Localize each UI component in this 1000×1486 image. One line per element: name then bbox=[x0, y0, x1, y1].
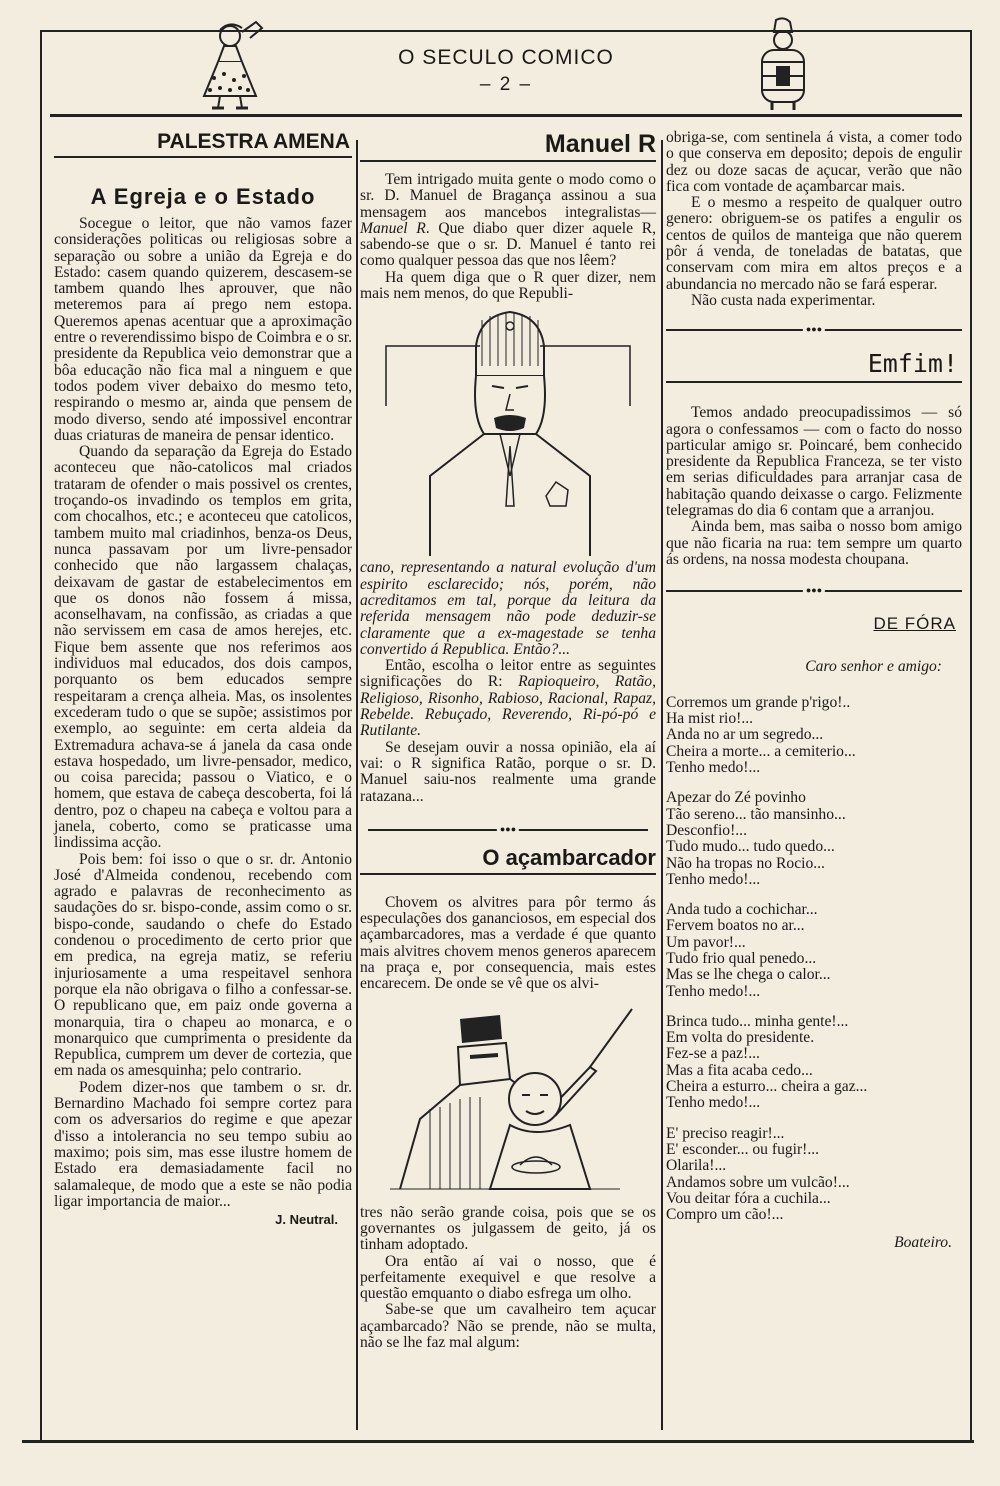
title-underline bbox=[360, 873, 656, 875]
poem-line: Tudo mudo... tudo quedo... bbox=[666, 838, 835, 856]
poem-line: Tudo frio qual penedo... bbox=[666, 949, 817, 967]
page-number: – 2 – bbox=[479, 74, 533, 95]
poem-line: Tão sereno... tão mansinho... bbox=[666, 805, 846, 823]
poem-line: E' preciso reagir!... bbox=[666, 1124, 785, 1142]
ornamental-rule: ●●● bbox=[666, 586, 962, 596]
poem-line: Olarila!... bbox=[666, 1157, 727, 1175]
poem-line: Tenho medo!... bbox=[666, 759, 761, 777]
article-paragraph: E o mesmo a respeito de qualquer outro genero: obriguem-se os patifes a engulir os centos de quilos de manteiga que não querem pôr á venda, de toneladas de batatas, que conservam com mira em altos preços e a abundancia no mercado não se fará esperar. bbox=[666, 194, 962, 293]
column-rule-2 bbox=[661, 140, 663, 1430]
poem-line: Apezar do Zé povinho bbox=[666, 789, 806, 807]
poem-line: Anda no ar um segredo... bbox=[666, 726, 824, 744]
header-rule-right bbox=[830, 30, 972, 32]
poem-line: Corremos um grande p'rigo!.. bbox=[666, 693, 851, 711]
article-paragraph: Sabe-se que um cavalheiro tem açucar açambarcado? Não se prende, não se multa, não se lhe faz mal algum: bbox=[360, 1301, 656, 1351]
header-rule-center bbox=[290, 30, 720, 32]
article-paragraph: tres não serão grande coisa, pois que se os governantes os julgassem de geito, já os tinham adoptado. bbox=[360, 1203, 656, 1254]
poem-line: Cheira a esturro... cheira a gaz... bbox=[666, 1078, 868, 1096]
section-title-palestra: PALESTRA AMENA bbox=[157, 130, 350, 153]
header-bottom-rule bbox=[50, 114, 962, 117]
poem-line: Desconfio!... bbox=[666, 821, 747, 839]
poem-line: Anda tudo a cochichar... bbox=[666, 901, 818, 919]
emphasis-text: Rapioqueiro, Ratão, Religioso, Risonho, Rabioso, Racional, Rapaz, Rebelde. Rebuçado, Reverendo, Ri-pó-pó e Rutilante. bbox=[360, 673, 656, 740]
poem-line: Um pavor!... bbox=[666, 933, 746, 951]
poem-line: Tenho medo!... bbox=[666, 870, 761, 888]
poem-line: Vou deitar fóra a cuchila... bbox=[666, 1189, 831, 1207]
poem-stanza bbox=[666, 902, 962, 1000]
article-paragraph: Pois bem: foi isso o que o sr. dr. Antonio José d'Almeida condenou, recebendo com agrado e palavras de reconhecimento as saudações do sr. bispo-conde, assim como o sr. bispo-conde, saudando o chefe do Estado condenou o procedimento de certo prior que em predica, na egreja matiz, se referiu injuriosamente a uma respeitavel senhora porque ela não obrigava o filho a confessar-se. O republicano que, em paiz onde governa a monarquia, tira o chapeu ao monarca, e o monarquico que cumprimenta o presidente da Republica, cumprem um dever de cortezia, que em nada os amesquinha; pelo contrario. bbox=[54, 850, 352, 1080]
article-paragraph: Quando da separação da Egreja do Estado aconteceu que não-catolicos mal criados trataram de ofender o mais possivel os crentes, troçando-os invadindo os templos em grita, com chocalhos, etc.; e aconteceu que catolicos, tambem muito mal criadinhos, benza-os Deus, nunca passavam por um livre-pensador conhecido que não largassem chalaças, deixavam de gastar de estabelecimentos em que os donos não fossem á missa, aconselhavam, na confissão, as criadas a que não servissem em casa de amos herejes, etc. Fique bem assente que nos referimos aos individuos mal educados, dos dois campos, porquanto os bem educados sempre respeitaram a crença alheia. Mas, os insolentes excederam tudo o que se supõe; assistimos por exemplo, ao seguinte: em certa aldeia da Extremadura achava-se á janela da casa onde estava hospedado, um livre-pensador, medico, ou coisa parecida; passou o Viatico, e o homem, que estava de cabeça descoberta, foi lá dentro, poz o chapeu na cabeça e voltou para a janela, coberto, como se praticasse uma lindissima acção. bbox=[54, 443, 352, 852]
poem-line: Mas a fita acaba cedo... bbox=[666, 1061, 813, 1079]
article-paragraph bbox=[360, 172, 656, 270]
poem-line: Ha mist rio!... bbox=[666, 710, 754, 728]
article-paragraph: Ainda bem, mas saiba o nosso bom amigo que não ficaria na rua: tem sempre um quarto ás ordens, na nossa modesta choupana. bbox=[666, 518, 962, 568]
hoarder-cartoon-illustration bbox=[360, 999, 656, 1199]
article-paragraph: Temos andado preocupadissimos — só agora o confessamos — com o facto do nosso particular amigo sr. Poincaré, bem conhecido presidente da Republica Franceza, se ter visto em serias dificuldades para arranjar casa de habitação quando deixasse o cargo. Felizmente telegramas do dia 6 contam que a arranjou. bbox=[666, 404, 962, 520]
poem-line: Tenho medo!... bbox=[666, 1094, 761, 1112]
emphasis-text: Manuel R bbox=[360, 219, 426, 237]
page-bottom-rule bbox=[22, 1440, 974, 1443]
poem-stanza bbox=[666, 1126, 962, 1224]
poem-line: Não ha tropas no Rocio... bbox=[666, 854, 825, 872]
emphasis-text: cano, representando a natural evolução d'um espirito esclarecido; nós, porém, não acreditamos em tal, porque da leitura da referida mensagem não pode deduzir-se claramente que a ex-magestade se tenha convertido á Republica. Então?... bbox=[360, 559, 656, 658]
article-paragraph bbox=[360, 658, 656, 739]
article-paragraph: Ha quem diga que o R quer dizer, nem mais nem menos, do que Republi- bbox=[360, 268, 656, 303]
poem-line: E' esconder... ou fugir!... bbox=[666, 1140, 820, 1158]
article-paragraph: Ora então aí vai o nosso, que é perfeitamente exequivel e que resolve a questão emquanto o diabo esfrega um olho. bbox=[360, 1252, 656, 1303]
ornamental-rule: ●●● bbox=[368, 825, 648, 835]
letter-greeting: Caro senhor e amigo: bbox=[805, 657, 942, 675]
article-paragraph: Podem dizer-nos que tambem o sr. dr. Bernardino Machado foi sempre cortez para com os adversarios do regime e que apezar d'isso a intolerancia no seu tempo subiu ao maximo; pois sim, mas esse ilustre homem de Estado era demasiadamente facil no salamaleque, de modo que a este se não podia ligar importancia de maior... bbox=[54, 1078, 352, 1210]
article-paragraph: obriga-se, com sentinela á vista, a comer todo o que conserva em deposito; depois de engulir dez ou doze sacas de açucar, verão que não fica com vontade de açambarcar mais. bbox=[666, 129, 962, 195]
section-title-underline bbox=[54, 156, 352, 158]
header-rule-left bbox=[40, 30, 190, 32]
paragraph-text: Então, escolha o leitor entre as seguintes significações do R: bbox=[360, 657, 656, 691]
barrel-figure-illustration bbox=[748, 16, 818, 114]
masthead-title: O SECULO COMICO bbox=[398, 46, 614, 69]
poem-line: Cheira a morte... a cemiterio... bbox=[666, 742, 856, 760]
poem-line: Compro um cão!... bbox=[666, 1206, 784, 1224]
poem-line: Andamos sobre um vulcão!... bbox=[666, 1173, 850, 1191]
page-header bbox=[40, 30, 972, 118]
manuel-portrait-illustration bbox=[360, 306, 656, 556]
column-2 bbox=[360, 120, 656, 1351]
title-underline bbox=[360, 160, 656, 162]
poem-line: Tenho medo!... bbox=[666, 982, 761, 1000]
article-title-emfim: Emfim! bbox=[867, 349, 958, 379]
poem-line: Fez-se a paz!... bbox=[666, 1045, 760, 1063]
article-title-manuel-r: Manuel R bbox=[544, 130, 656, 158]
poem-line: Brinca tudo... minha gente!... bbox=[666, 1012, 849, 1030]
signature-boateiro: Boateiro. bbox=[894, 1234, 952, 1252]
article-paragraph: Se desejam ouvir a nossa opinião, ela aí vai: o R significa Ratão, porque o sr. D. Manuel saiu-nos realmente uma grande ratazana... bbox=[360, 738, 656, 805]
article-title-egreja: A Egreja e o Estado bbox=[90, 184, 316, 209]
article-paragraph: Socegue o leitor, que não vamos fazer considerações politicas ou religiosas sobre a separação ou sobre a união da Egreja e do Estado: casem quando quizerem, descasem-se tambem quando lhes aprouver, que não meteremos para aí prego nem estopa. Queremos apenas acentuar que a aproximação entre o reverendissimo bispo de Coimbra e o sr. presidente da Republica veio demonstrar que a bôa educação não fica mal a ninguem e que todos podem viver debaixo do mesmo teto, respirando o mesmo ar, ainda que pensem de modo diverso, sendo até impossivel encontrar duas criaturas de maneira de pensar identico. bbox=[54, 215, 352, 444]
signature-neutral: J. Neutral. bbox=[275, 1212, 338, 1228]
poem-stanza bbox=[666, 695, 962, 776]
article-paragraph: Não custa nada experimentar. bbox=[690, 291, 876, 309]
title-underline bbox=[666, 381, 962, 383]
column-rule-1 bbox=[356, 140, 358, 1430]
ornamental-rule: ●●● bbox=[666, 325, 962, 335]
column-3 bbox=[666, 120, 962, 1252]
paragraph-text: Tem intrigado muita gente o modo como o sr. D. Manuel de Bragança assinou a sua mensagem aos mancebos integralistas— bbox=[360, 171, 656, 221]
section-title-de-fora: DE FÓRA bbox=[873, 614, 956, 634]
poem-line: Em volta do presidente. bbox=[666, 1029, 815, 1047]
poem-line: Fervem boatos no ar... bbox=[666, 917, 805, 935]
paragraph-text: . Que diabo quer dizer aquele R, sabendo-se que o sr. D. Manuel é tanto rei como qualquer pessoa das que nos lêem? bbox=[360, 219, 656, 270]
poem-stanza bbox=[666, 1014, 962, 1112]
column-1 bbox=[54, 120, 352, 1228]
article-paragraph bbox=[360, 560, 656, 658]
article-paragraph: Chovem os alvitres para pôr termo ás especulações dos gananciosos, em especial dos açambarcadores, mas a verdade é que quanto mais alvitres chovem menos generos aparecem na praça e, por consequencia, mais estes encarecem. De onde se vê que os alvi- bbox=[360, 893, 656, 993]
poem-line: Mas se lhe chega o calor... bbox=[666, 966, 831, 984]
article-title-acambarcador: O açambarcador bbox=[482, 844, 656, 870]
poem bbox=[666, 695, 962, 1224]
poem-stanza bbox=[666, 790, 962, 888]
